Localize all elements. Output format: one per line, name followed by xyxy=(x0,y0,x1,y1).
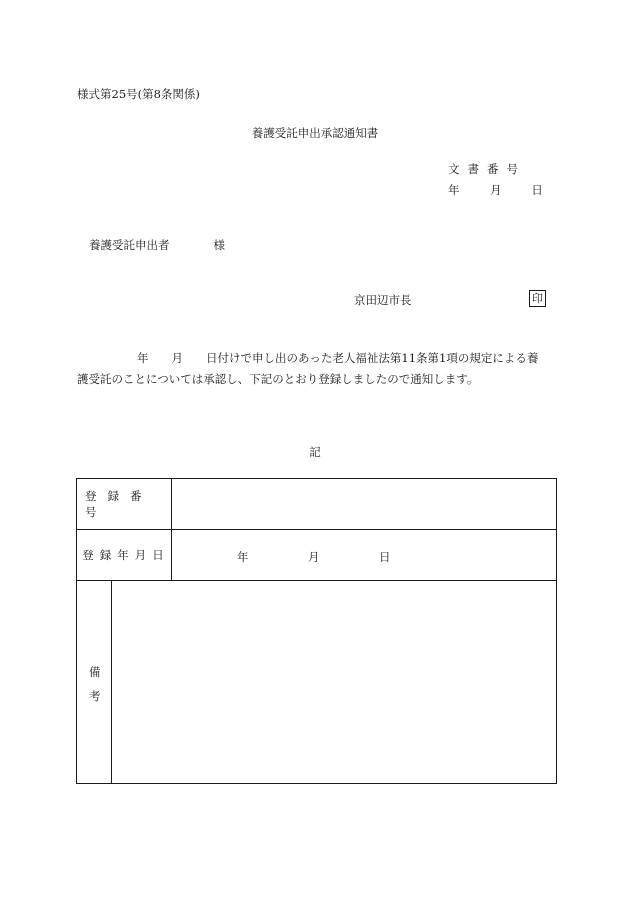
ki-heading: 記 xyxy=(309,445,321,459)
registration-table xyxy=(76,478,557,784)
notice-body-line-2: 護受託のことについては承認し、下記のとおり登録しましたので通知します。 xyxy=(77,372,479,386)
registration-date-day: 日 xyxy=(379,550,391,564)
registration-number-label-cell xyxy=(77,479,172,529)
remarks-label-cell xyxy=(77,581,112,783)
document-title: 養護受託申出承認通知書 xyxy=(251,126,379,140)
seal-mark: 印 xyxy=(529,290,546,307)
registration-date-label-cell xyxy=(77,530,172,580)
addressee-label: 養護受託申出者 xyxy=(89,238,170,252)
registration-number-label: 登録番号 xyxy=(85,489,153,519)
issuer-name: 京田辺市長 xyxy=(354,293,412,307)
registration-date-year: 年 xyxy=(237,550,249,564)
remarks-field[interactable] xyxy=(112,581,556,783)
notice-body-line-1: 年 月 日付けで申し出のあった老人福祉法第11条第1項の規定による養 xyxy=(137,351,539,365)
document-date-day: 日 xyxy=(531,183,543,197)
addressee-honorific: 様 xyxy=(213,238,225,252)
registration-date-label: 登録年月日 xyxy=(82,548,170,562)
document-date-month: 月 xyxy=(490,183,502,197)
registration-number-row xyxy=(77,479,556,530)
registration-date-row xyxy=(77,530,556,581)
document-date-year: 年 xyxy=(448,183,460,197)
remarks-label-char-2: 考 xyxy=(89,689,101,703)
document-date xyxy=(448,182,543,198)
notice-body xyxy=(77,348,557,390)
registration-date-month: 月 xyxy=(308,550,320,564)
document-number-label: 文書番号 xyxy=(448,162,526,176)
addressee xyxy=(89,237,225,253)
remarks-label-char-1: 備 xyxy=(89,665,101,679)
registration-date-field[interactable] xyxy=(172,530,556,580)
remarks-row xyxy=(77,581,556,783)
form-id: 様式第25号(第8条関係) xyxy=(77,87,200,101)
registration-number-field[interactable] xyxy=(172,479,556,529)
